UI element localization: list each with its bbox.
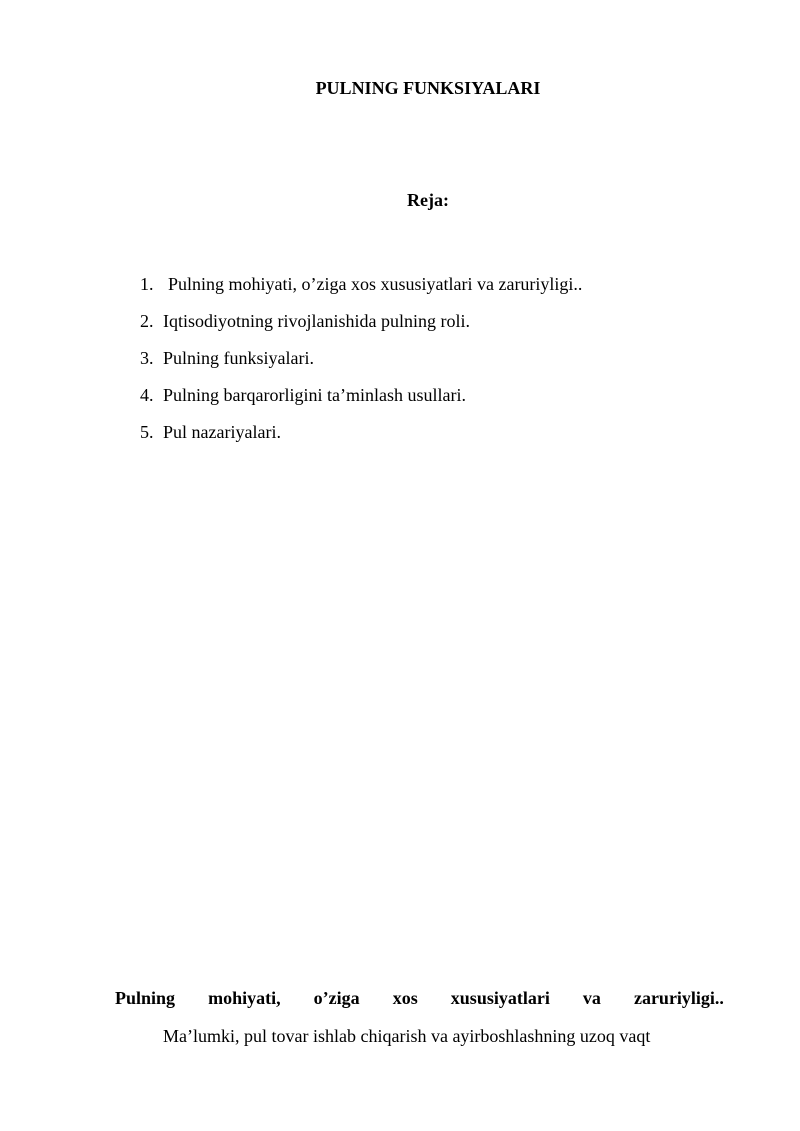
section-heading-word: xususiyatlari xyxy=(450,988,550,1008)
section-heading-word: o’ziga xyxy=(313,988,360,1008)
plan-item xyxy=(140,309,582,346)
page-title: PULNING FUNKSIYALARI xyxy=(315,78,541,98)
plan-item-number: 3. xyxy=(140,348,154,368)
plan-item-number: 4. xyxy=(140,385,154,405)
section-heading xyxy=(115,986,724,1010)
plan-item-number: 5. xyxy=(140,422,154,442)
plan-list xyxy=(140,272,582,457)
plan-item-text: Pulning barqarorligini ta’minlash usullari. xyxy=(163,385,466,405)
plan-item xyxy=(140,346,582,383)
plan-heading: Reja: xyxy=(407,190,449,210)
plan-item-number: 1. xyxy=(140,274,154,294)
plan-item-text: Pul nazariyalari. xyxy=(163,422,281,442)
plan-item-text: Pulning mohiyati, o’ziga xos xususiyatlari va zaruriyligi.. xyxy=(168,274,583,294)
plan-item-number: 2. xyxy=(140,311,154,331)
section-heading-word: Pulning xyxy=(115,988,176,1008)
body-paragraph: Ma’lumki, pul tovar ishlab chiqarish va ayirboshlashning uzoq vaqt xyxy=(163,1026,651,1046)
plan-item xyxy=(140,420,582,457)
section-heading-word: mohiyati, xyxy=(208,988,281,1008)
plan-item xyxy=(140,272,582,309)
plan-item xyxy=(140,383,582,420)
section-heading-word: zaruriyligi.. xyxy=(633,988,724,1008)
plan-item-text: Iqtisodiyotning rivojlanishida pulning roli. xyxy=(163,311,470,331)
section-heading-word: xos xyxy=(392,988,418,1008)
section-heading-word: va xyxy=(582,988,601,1008)
plan-item-text: Pulning funksiyalari. xyxy=(163,348,314,368)
